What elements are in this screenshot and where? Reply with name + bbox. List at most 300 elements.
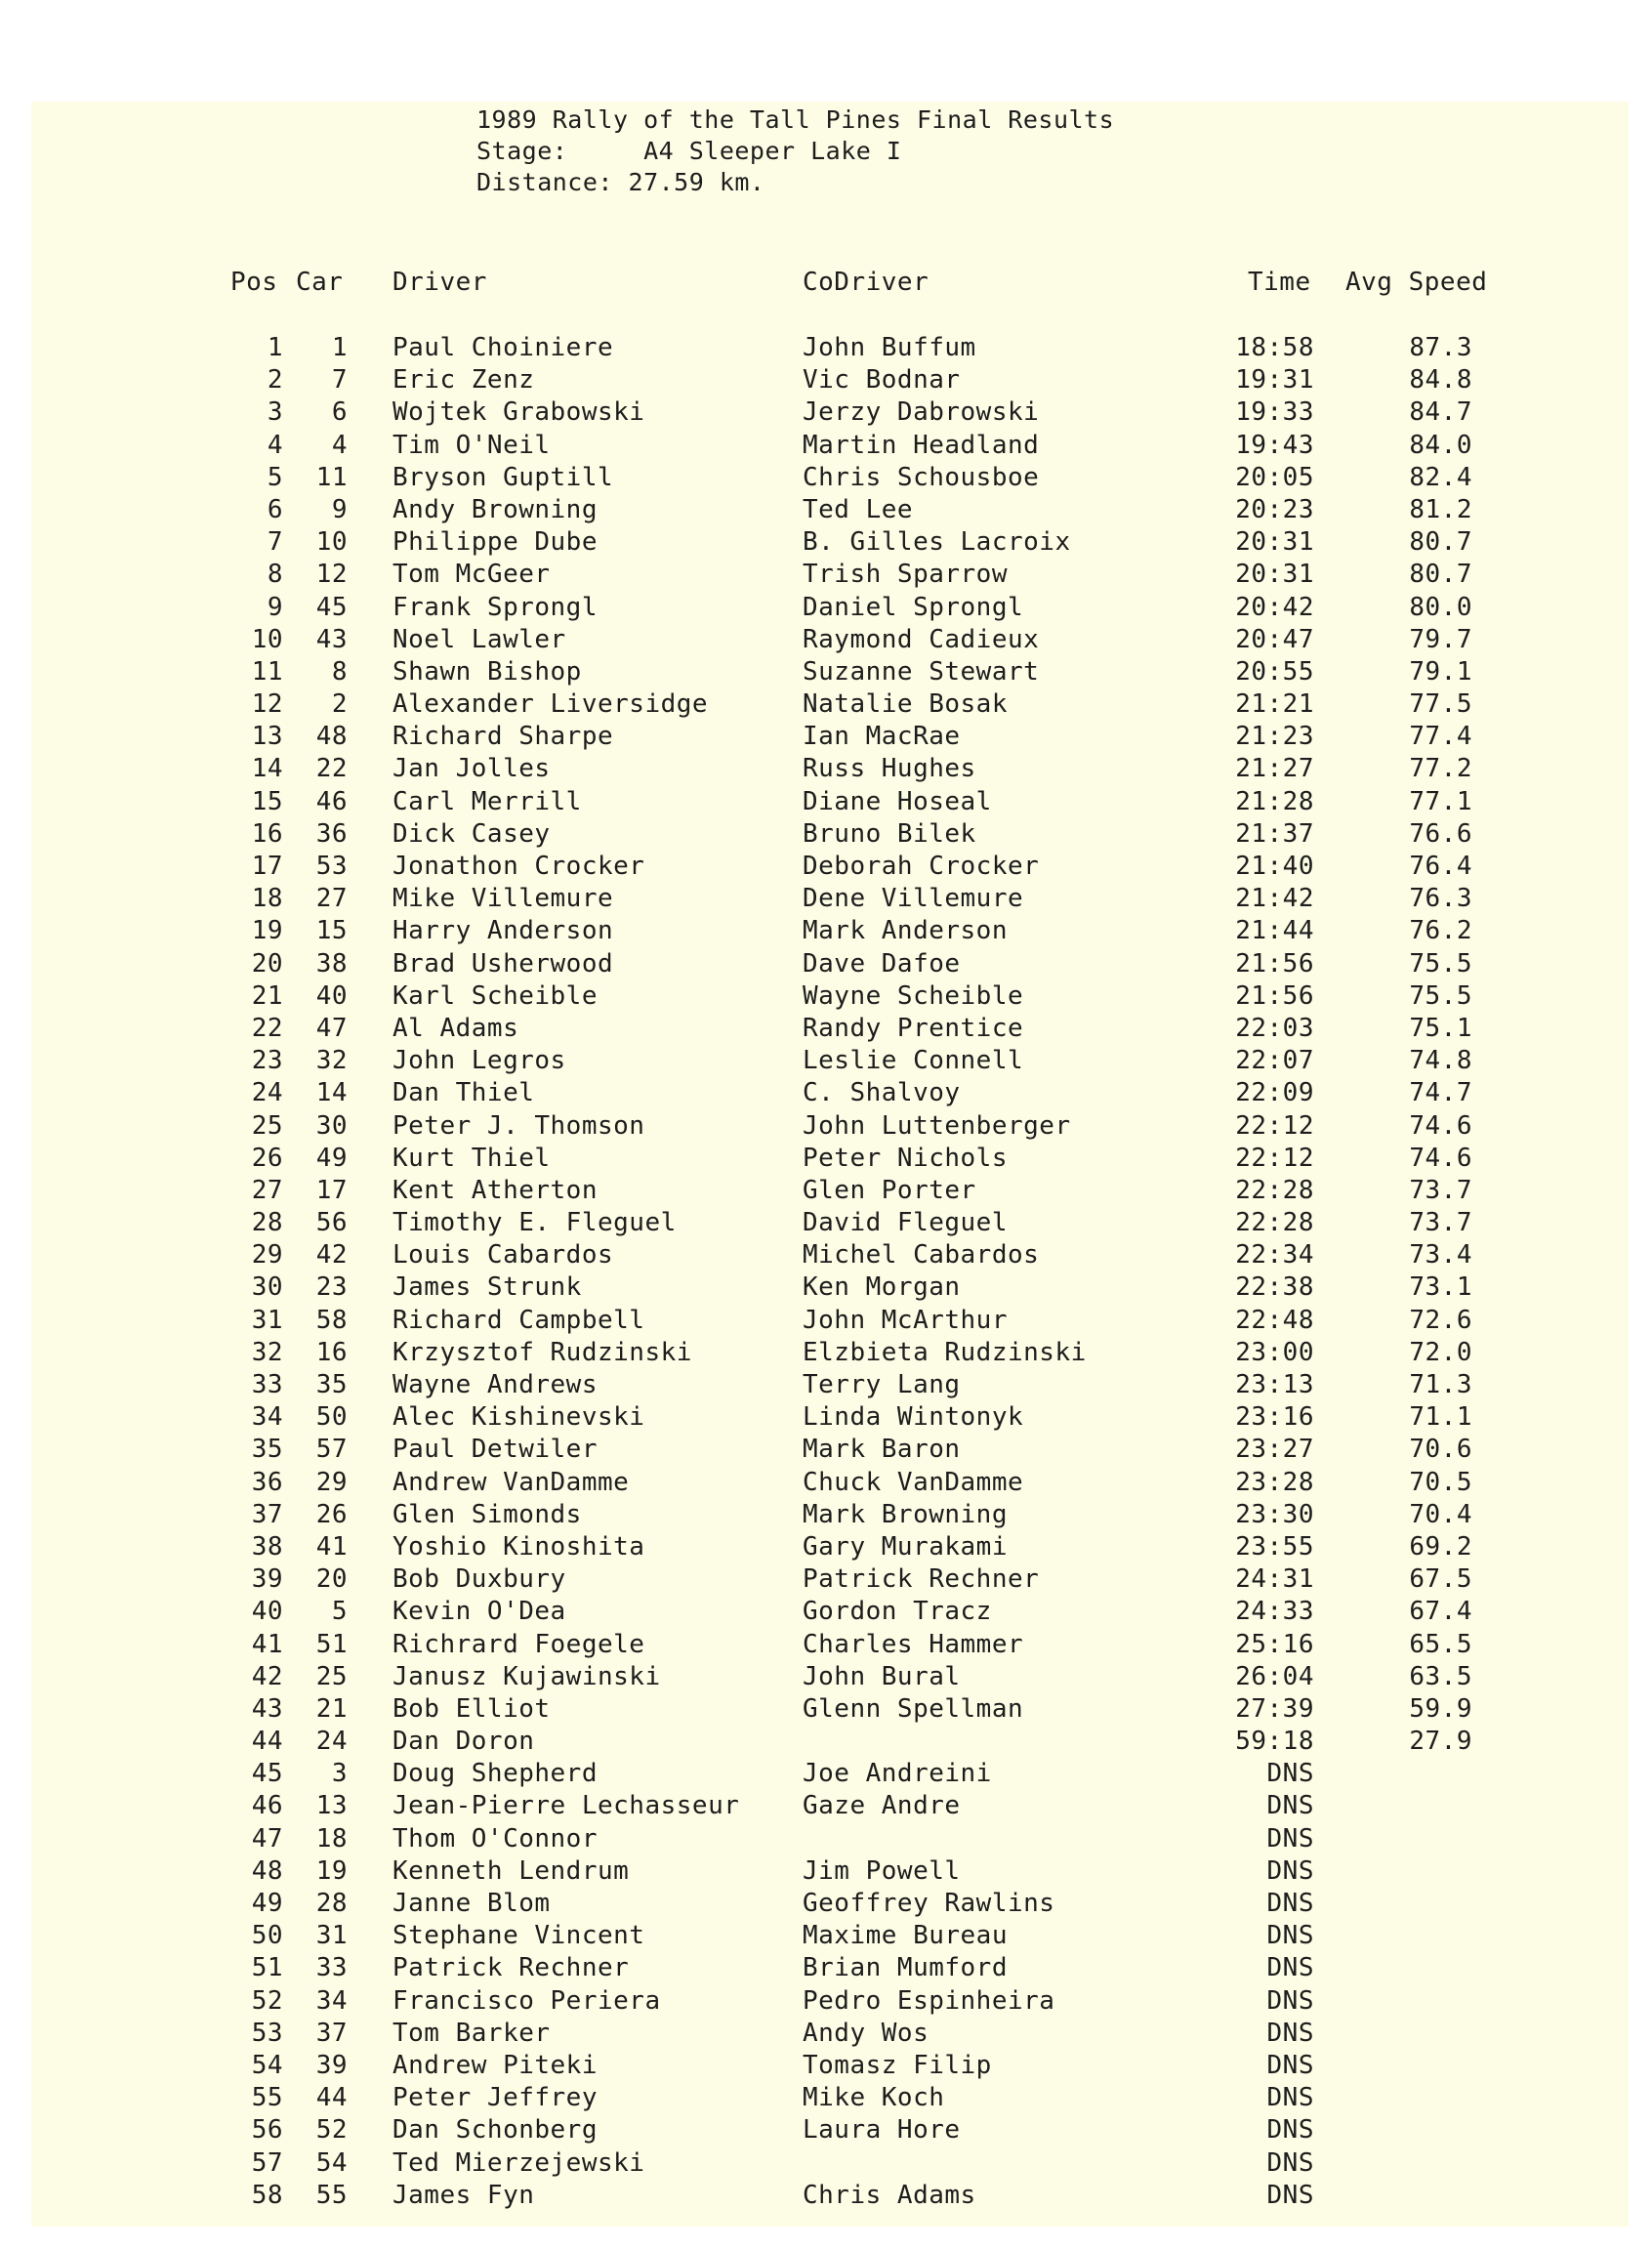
table-row <box>0 559 1652 591</box>
result-driver: Yoshio Kinoshita <box>392 1531 645 1562</box>
result-codriver: Natalie Bosak <box>803 689 1008 720</box>
result-car: 20 <box>315 1564 348 1595</box>
result-time: 22:09 <box>1235 1078 1314 1108</box>
result-car: 8 <box>331 656 348 687</box>
table-row <box>0 1305 1652 1337</box>
result-car: 52 <box>315 2115 348 2146</box>
result-time: 23:00 <box>1235 1337 1314 1367</box>
table-row <box>0 1175 1652 1207</box>
result-pos: 50 <box>251 1921 283 1951</box>
result-driver: Richard Campbell <box>392 1305 645 1335</box>
result-speed: 74.6 <box>1409 1143 1472 1173</box>
result-car: 30 <box>315 1110 348 1141</box>
result-pos: 22 <box>251 1013 283 1043</box>
result-codriver: Deborah Crocker <box>803 852 1040 881</box>
result-speed: 75.1 <box>1409 1013 1472 1043</box>
result-pos: 6 <box>267 494 283 524</box>
table-row <box>0 2050 1652 2082</box>
result-driver: Paul Detwiler <box>392 1435 598 1465</box>
result-pos: 13 <box>251 722 283 752</box>
result-codriver: John Bural <box>803 1661 961 1691</box>
result-pos: 54 <box>251 2050 283 2080</box>
result-codriver: David Fleguel <box>803 1208 1008 1238</box>
result-pos: 29 <box>251 1240 283 1271</box>
result-codriver: Daniel Sprongl <box>803 592 1024 622</box>
result-car: 3 <box>331 1759 348 1789</box>
table-row <box>0 430 1652 462</box>
result-driver: Timothy E. Fleguel <box>392 1208 677 1238</box>
result-pos: 14 <box>251 754 283 784</box>
result-codriver: Laura Hore <box>803 2115 961 2146</box>
result-driver: Andrew VanDamme <box>392 1467 630 1497</box>
result-pos: 19 <box>251 916 283 946</box>
result-car: 12 <box>315 560 348 590</box>
result-codriver: Dave Dafoe <box>803 948 961 979</box>
result-codriver: Mark Anderson <box>803 916 1008 946</box>
result-driver: Andy Browning <box>392 494 598 524</box>
result-speed: 76.2 <box>1409 916 1472 946</box>
table-row <box>0 592 1652 624</box>
table-row <box>0 1045 1652 1077</box>
result-speed: 74.7 <box>1409 1078 1472 1108</box>
result-codriver: Leslie Connell <box>803 1046 1024 1076</box>
result-pos: 37 <box>251 1499 283 1529</box>
result-speed: 59.9 <box>1409 1693 1472 1724</box>
result-time: 20:05 <box>1235 462 1314 492</box>
table-row <box>0 688 1652 721</box>
result-car: 43 <box>315 624 348 654</box>
result-speed: 71.1 <box>1409 1402 1472 1433</box>
result-time: DNS <box>1266 1953 1314 1983</box>
result-time: 20:31 <box>1235 527 1314 558</box>
result-pos: 32 <box>251 1337 283 1367</box>
result-driver: Eric Zenz <box>392 365 535 396</box>
result-driver: Brad Usherwood <box>392 948 614 979</box>
result-time: DNS <box>1266 1759 1314 1789</box>
table-row <box>0 1013 1652 1045</box>
result-speed: 73.1 <box>1409 1272 1472 1303</box>
result-car: 29 <box>315 1467 348 1497</box>
result-codriver: Gary Murakami <box>803 1531 1008 1562</box>
result-speed: 67.5 <box>1409 1564 1472 1595</box>
result-codriver: John Luttenberger <box>803 1110 1071 1141</box>
result-driver: Patrick Rechner <box>392 1953 630 1983</box>
result-speed: 75.5 <box>1409 980 1472 1011</box>
result-driver: John Legros <box>392 1046 566 1076</box>
result-pos: 34 <box>251 1402 283 1433</box>
result-time: 18:58 <box>1235 333 1314 362</box>
table-row <box>0 364 1652 396</box>
result-driver: Bryson Guptill <box>392 462 614 492</box>
table-row <box>0 818 1652 851</box>
result-pos: 26 <box>251 1143 283 1173</box>
result-speed: 81.2 <box>1409 494 1472 524</box>
result-pos: 36 <box>251 1467 283 1497</box>
result-pos: 21 <box>251 980 283 1011</box>
result-speed: 77.2 <box>1409 754 1472 784</box>
result-pos: 52 <box>251 1985 283 2016</box>
result-pos: 10 <box>251 624 283 654</box>
result-pos: 40 <box>251 1597 283 1627</box>
result-speed: 73.7 <box>1409 1208 1472 1238</box>
table-row <box>0 883 1652 915</box>
result-pos: 53 <box>251 2018 283 2048</box>
result-codriver: Terry Lang <box>803 1370 961 1399</box>
result-codriver: Diane Hoseal <box>803 786 992 816</box>
result-driver: Paul Choiniere <box>392 333 614 362</box>
result-time: 23:28 <box>1235 1467 1314 1497</box>
result-driver: Philippe Dube <box>392 527 598 558</box>
table-row <box>0 1077 1652 1109</box>
result-codriver: Vic Bodnar <box>803 365 961 396</box>
result-codriver: Jim Powell <box>803 1855 961 1886</box>
result-car: 35 <box>315 1370 348 1399</box>
result-codriver: C. Shalvoy <box>803 1078 961 1108</box>
result-car: 22 <box>315 754 348 784</box>
result-codriver: Ken Morgan <box>803 1272 961 1303</box>
table-row <box>0 2114 1652 2146</box>
result-car: 1 <box>331 333 348 362</box>
column-header-codriver: CoDriver <box>803 268 929 297</box>
distance-line: Distance: 27.59 km. <box>476 168 765 196</box>
stage-line: Stage: A4 Sleeper Lake I <box>476 137 902 165</box>
result-time: DNS <box>1266 1985 1314 2016</box>
table-row <box>0 1661 1652 1693</box>
result-codriver: Linda Wintonyk <box>803 1402 1024 1433</box>
result-pos: 23 <box>251 1046 283 1076</box>
result-car: 25 <box>315 1661 348 1691</box>
result-time: 20:31 <box>1235 560 1314 590</box>
result-time: 23:27 <box>1235 1435 1314 1465</box>
result-pos: 25 <box>251 1110 283 1141</box>
table-row <box>0 1855 1652 1888</box>
result-speed: 74.8 <box>1409 1046 1472 1076</box>
result-codriver: John Buffum <box>803 333 976 362</box>
result-pos: 49 <box>251 1889 283 1918</box>
result-car: 51 <box>315 1629 348 1659</box>
table-row <box>0 753 1652 785</box>
result-speed: 76.4 <box>1409 852 1472 881</box>
result-car: 18 <box>315 1823 348 1854</box>
result-codriver: Chuck VanDamme <box>803 1467 1024 1497</box>
table-row <box>0 915 1652 947</box>
table-row <box>0 1271 1652 1304</box>
result-driver: Stephane Vincent <box>392 1921 645 1951</box>
result-car: 46 <box>315 786 348 816</box>
result-car: 21 <box>315 1693 348 1724</box>
result-driver: Kurt Thiel <box>392 1143 551 1173</box>
result-driver: Francisco Periera <box>392 1985 661 2016</box>
result-time: 20:23 <box>1235 494 1314 524</box>
result-driver: Shawn Bishop <box>392 656 582 687</box>
result-time: DNS <box>1266 2147 1314 2178</box>
result-pos: 51 <box>251 1953 283 1983</box>
result-codriver: Elzbieta Rudzinski <box>803 1337 1087 1367</box>
result-codriver: Brian Mumford <box>803 1953 1008 1983</box>
result-car: 45 <box>315 592 348 622</box>
result-time: 22:12 <box>1235 1110 1314 1141</box>
result-pos: 20 <box>251 948 283 979</box>
result-speed: 72.6 <box>1409 1305 1472 1335</box>
result-time: 27:39 <box>1235 1693 1314 1724</box>
result-driver: Doug Shepherd <box>392 1759 598 1789</box>
result-driver: Thom O'Connor <box>392 1823 598 1854</box>
result-driver: Alexander Liversidge <box>392 689 709 720</box>
result-pos: 28 <box>251 1208 283 1238</box>
result-codriver: Gaze Andre <box>803 1791 961 1821</box>
result-time: 21:40 <box>1235 852 1314 881</box>
result-codriver: Chris Schousboe <box>803 462 1040 492</box>
result-driver: Bob Elliot <box>392 1693 551 1724</box>
result-time: 22:28 <box>1235 1175 1314 1205</box>
result-speed: 84.0 <box>1409 430 1472 460</box>
result-speed: 79.1 <box>1409 656 1472 687</box>
result-codriver: Dene Villemure <box>803 884 1024 914</box>
result-time: DNS <box>1266 2050 1314 2080</box>
table-row <box>0 2180 1652 2212</box>
result-pos: 55 <box>251 2083 283 2113</box>
result-codriver: Pedro Espinheira <box>803 1985 1055 2016</box>
result-time: DNS <box>1266 2083 1314 2113</box>
table-row <box>0 1629 1652 1661</box>
result-driver: Peter J. Thomson <box>392 1110 645 1141</box>
column-header-driver: Driver <box>392 268 487 297</box>
table-row <box>0 1790 1652 1822</box>
result-car: 16 <box>315 1337 348 1367</box>
result-pos: 15 <box>251 786 283 816</box>
result-driver: Tom Barker <box>392 2018 551 2048</box>
result-driver: Kent Atherton <box>392 1175 598 1205</box>
result-codriver: Mark Baron <box>803 1435 961 1465</box>
result-pos: 56 <box>251 2115 283 2146</box>
result-codriver: Andy Wos <box>803 2018 929 2048</box>
result-car: 50 <box>315 1402 348 1433</box>
result-pos: 17 <box>251 852 283 881</box>
result-time: DNS <box>1266 2018 1314 2048</box>
result-time: 20:47 <box>1235 624 1314 654</box>
table-row <box>0 786 1652 818</box>
result-speed: 70.5 <box>1409 1467 1472 1497</box>
result-car: 58 <box>315 1305 348 1335</box>
result-car: 40 <box>315 980 348 1011</box>
table-row <box>0 1143 1652 1175</box>
result-car: 4 <box>331 430 348 460</box>
result-speed: 73.4 <box>1409 1240 1472 1271</box>
result-driver: James Strunk <box>392 1272 582 1303</box>
result-pos: 1 <box>267 333 283 362</box>
result-car: 24 <box>315 1727 348 1757</box>
result-car: 41 <box>315 1531 348 1562</box>
result-car: 28 <box>315 1889 348 1918</box>
result-driver: Kevin O'Dea <box>392 1597 566 1627</box>
result-pos: 24 <box>251 1078 283 1108</box>
result-codriver: Russ Hughes <box>803 754 976 784</box>
document-title: 1989 Rally of the Tall Pines Final Results <box>476 105 1115 134</box>
result-car: 11 <box>315 462 348 492</box>
result-pos: 58 <box>251 2180 283 2210</box>
result-driver: Janusz Kujawinski <box>392 1661 661 1691</box>
result-driver: Richard Sharpe <box>392 722 614 752</box>
result-codriver: Peter Nichols <box>803 1143 1008 1173</box>
result-time: 21:28 <box>1235 786 1314 816</box>
result-car: 44 <box>315 2083 348 2113</box>
result-pos: 31 <box>251 1305 283 1335</box>
result-driver: Frank Sprongl <box>392 592 598 622</box>
result-time: 26:04 <box>1235 1661 1314 1691</box>
table-row <box>0 851 1652 883</box>
table-row <box>0 1207 1652 1239</box>
result-codriver: Bruno Bilek <box>803 818 976 849</box>
result-time: 19:31 <box>1235 365 1314 396</box>
result-time: 23:13 <box>1235 1370 1314 1399</box>
result-car: 54 <box>315 2147 348 2178</box>
result-car: 15 <box>315 916 348 946</box>
result-speed: 80.7 <box>1409 527 1472 558</box>
result-codriver: John McArthur <box>803 1305 1008 1335</box>
result-driver: Dick Casey <box>392 818 551 849</box>
result-speed: 77.1 <box>1409 786 1472 816</box>
result-driver: Carl Merrill <box>392 786 582 816</box>
table-row <box>0 1693 1652 1726</box>
result-codriver: Jerzy Dabrowski <box>803 397 1040 428</box>
table-row <box>0 2082 1652 2114</box>
result-pos: 27 <box>251 1175 283 1205</box>
result-speed: 27.9 <box>1409 1727 1472 1757</box>
result-speed: 82.4 <box>1409 462 1472 492</box>
result-car: 34 <box>315 1985 348 2016</box>
result-pos: 9 <box>267 592 283 622</box>
result-driver: Louis Cabardos <box>392 1240 614 1271</box>
result-car: 38 <box>315 948 348 979</box>
result-pos: 4 <box>267 430 283 460</box>
result-speed: 63.5 <box>1409 1661 1472 1691</box>
result-driver: Glen Simonds <box>392 1499 582 1529</box>
result-car: 32 <box>315 1046 348 1076</box>
result-driver: Noel Lawler <box>392 624 566 654</box>
table-row <box>0 656 1652 688</box>
result-time: 21:21 <box>1235 689 1314 720</box>
result-speed: 65.5 <box>1409 1629 1472 1659</box>
result-car: 36 <box>315 818 348 849</box>
result-time: 22:07 <box>1235 1046 1314 1076</box>
result-speed: 77.5 <box>1409 689 1472 720</box>
result-car: 6 <box>331 397 348 428</box>
column-header-car: Car <box>296 268 344 297</box>
result-car: 53 <box>315 852 348 881</box>
result-codriver: Mike Koch <box>803 2083 945 2113</box>
table-row <box>0 1531 1652 1563</box>
result-car: 2 <box>331 689 348 720</box>
result-car: 27 <box>315 884 348 914</box>
table-row <box>0 1110 1652 1143</box>
table-row <box>0 494 1652 526</box>
result-car: 5 <box>331 1597 348 1627</box>
result-pos: 11 <box>251 656 283 687</box>
result-car: 31 <box>315 1921 348 1951</box>
table-row <box>0 1467 1652 1499</box>
result-pos: 38 <box>251 1531 283 1562</box>
result-car: 10 <box>315 527 348 558</box>
result-pos: 12 <box>251 689 283 720</box>
result-driver: Jonathon Crocker <box>392 852 645 881</box>
result-speed: 71.3 <box>1409 1370 1472 1399</box>
result-pos: 2 <box>267 365 283 396</box>
result-pos: 48 <box>251 1855 283 1886</box>
result-car: 57 <box>315 1435 348 1465</box>
result-pos: 7 <box>267 527 283 558</box>
result-driver: Bob Duxbury <box>392 1564 566 1595</box>
result-speed: 72.0 <box>1409 1337 1472 1367</box>
result-pos: 57 <box>251 2147 283 2178</box>
result-speed: 77.4 <box>1409 722 1472 752</box>
result-codriver: Suzanne Stewart <box>803 656 1040 687</box>
result-speed: 69.2 <box>1409 1531 1472 1562</box>
result-time: DNS <box>1266 1823 1314 1854</box>
result-car: 23 <box>315 1272 348 1303</box>
table-row <box>0 1499 1652 1531</box>
result-time: DNS <box>1266 1855 1314 1886</box>
result-speed: 74.6 <box>1409 1110 1472 1141</box>
result-codriver: Ted Lee <box>803 494 914 524</box>
table-row <box>0 2018 1652 2050</box>
result-car: 14 <box>315 1078 348 1108</box>
result-codriver: Raymond Cadieux <box>803 624 1040 654</box>
result-codriver: Gordon Tracz <box>803 1597 992 1627</box>
table-row <box>0 1758 1652 1790</box>
result-speed: 70.4 <box>1409 1499 1472 1529</box>
result-time: 23:16 <box>1235 1402 1314 1433</box>
result-codriver: Ian MacRae <box>803 722 961 752</box>
column-header-time: Time <box>1248 268 1311 297</box>
result-time: 23:55 <box>1235 1531 1314 1562</box>
result-pos: 16 <box>251 818 283 849</box>
result-time: 22:34 <box>1235 1240 1314 1271</box>
result-time: 22:03 <box>1235 1013 1314 1043</box>
table-row <box>0 948 1652 980</box>
table-row <box>0 980 1652 1013</box>
result-time: DNS <box>1266 1791 1314 1821</box>
result-codriver: Wayne Scheible <box>803 980 1024 1011</box>
result-codriver: B. Gilles Lacroix <box>803 527 1071 558</box>
table-row <box>0 1434 1652 1466</box>
result-time: DNS <box>1266 1889 1314 1918</box>
result-driver: Wayne Andrews <box>392 1370 598 1399</box>
table-row <box>0 1952 1652 1984</box>
table-row <box>0 2147 1652 2180</box>
result-car: 56 <box>315 1208 348 1238</box>
result-codriver: Martin Headland <box>803 430 1040 460</box>
result-driver: Krzysztof Rudzinski <box>392 1337 692 1367</box>
result-codriver: Mark Browning <box>803 1499 1008 1529</box>
result-car: 55 <box>315 2180 348 2210</box>
result-car: 49 <box>315 1143 348 1173</box>
result-speed: 76.6 <box>1409 818 1472 849</box>
result-codriver: Michel Cabardos <box>803 1240 1040 1271</box>
result-time: 20:55 <box>1235 656 1314 687</box>
result-pos: 5 <box>267 462 283 492</box>
result-car: 7 <box>331 365 348 396</box>
result-pos: 35 <box>251 1435 283 1465</box>
result-codriver: Chris Adams <box>803 2180 976 2210</box>
result-car: 48 <box>315 722 348 752</box>
result-pos: 43 <box>251 1693 283 1724</box>
result-time: 22:48 <box>1235 1305 1314 1335</box>
result-car: 47 <box>315 1013 348 1043</box>
result-pos: 18 <box>251 884 283 914</box>
result-car: 19 <box>315 1855 348 1886</box>
document-header <box>476 104 1114 198</box>
result-driver: Kenneth Lendrum <box>392 1855 630 1886</box>
